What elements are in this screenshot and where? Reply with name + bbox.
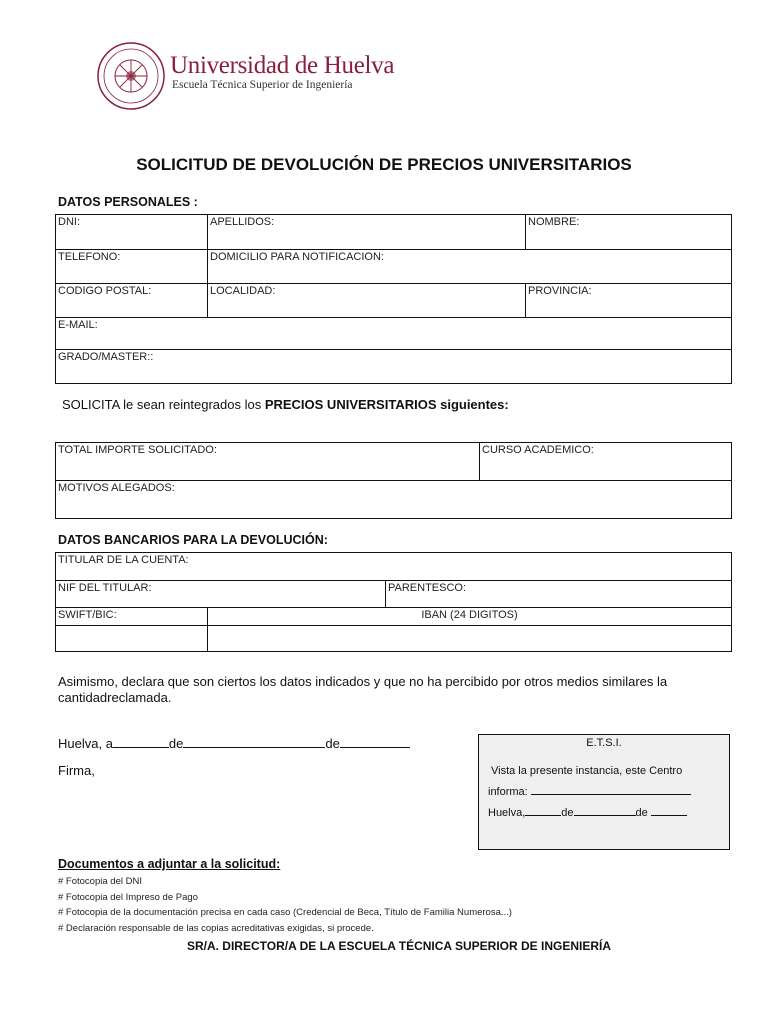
bank-data-table — [55, 552, 732, 652]
swift-input[interactable] — [56, 626, 208, 652]
grado-label: GRADO/MASTER:: — [58, 351, 154, 363]
email-field[interactable] — [56, 318, 732, 350]
de2-label: de — [325, 736, 340, 751]
motivos-field[interactable] — [56, 481, 732, 519]
etsi-title: E.T.S.I. — [586, 737, 622, 749]
localidad-field[interactable] — [208, 284, 526, 318]
document-item: # Declaración responsable de las copias acreditativas exigidas, si procede. — [58, 922, 374, 934]
etsi-informa-line — [488, 784, 691, 798]
domicilio-field[interactable] — [208, 250, 732, 284]
etsi-de2-label: de — [635, 807, 648, 819]
etsi-line1: Vista la presente instancia, este Centro — [491, 765, 683, 777]
month-blank[interactable] — [183, 735, 325, 748]
provincia-label: PROVINCIA: — [528, 285, 592, 297]
parentesco-field[interactable] — [386, 581, 732, 608]
university-name: Universidad de Huelva — [170, 52, 395, 79]
apellidos-field[interactable] — [208, 215, 526, 250]
nombre-field[interactable] — [526, 215, 732, 250]
iban-input[interactable] — [208, 626, 732, 652]
curso-academico-label: CURSO ACADEMICO: — [482, 444, 594, 456]
section-heading-personal: DATOS PERSONALES : — [58, 195, 198, 209]
etsi-date-line — [488, 805, 687, 819]
etsi-huelva-label: Huelva, — [488, 807, 526, 819]
footer-addressee: SR/A. DIRECTOR/A DE LA ESCUELA TÉCNICA SUPERIOR DE INGENIERÍA — [186, 939, 612, 953]
importe-table — [55, 442, 732, 519]
nombre-label: NOMBRE: — [528, 216, 580, 228]
motivos-label: MOTIVOS ALEGADOS: — [58, 482, 175, 494]
iban-header — [208, 608, 732, 626]
etsi-month-blank[interactable] — [574, 805, 636, 816]
solicita-bold: PRECIOS UNIVERSITARIOS siguientes: — [264, 397, 509, 412]
date-line — [58, 735, 410, 751]
etsi-informa-label: informa: — [488, 786, 528, 798]
firma-label: Firma, — [58, 763, 95, 778]
solicita-prefix: SOLICITA le sean reintegrados los — [62, 397, 265, 412]
localidad-label: LOCALIDAD: — [210, 285, 276, 297]
etsi-day-blank[interactable] — [525, 805, 561, 816]
total-importe-field[interactable] — [56, 443, 480, 481]
grado-field[interactable] — [56, 350, 732, 384]
iban-label: IBAN (24 DIGITOS) — [421, 609, 518, 621]
day-blank[interactable] — [113, 735, 169, 748]
codigo-postal-label: CODIGO POSTAL: — [58, 285, 152, 297]
document-item: # Fotocopia del DNI — [58, 876, 142, 887]
document-item: # Fotocopia del Impreso de Pago — [58, 891, 198, 903]
etsi-year-blank[interactable] — [651, 805, 687, 816]
university-seal-icon — [96, 41, 166, 111]
etsi-de1-label: de — [561, 807, 574, 819]
provincia-field[interactable] — [526, 284, 732, 318]
codigo-postal-field[interactable] — [56, 284, 208, 318]
year-blank[interactable] — [340, 735, 410, 748]
dni-field[interactable] — [56, 215, 208, 250]
apellidos-label: APELLIDOS: — [210, 216, 275, 228]
curso-academico-field[interactable] — [480, 443, 732, 481]
telefono-label: TELEFONO: — [58, 251, 121, 263]
de1-label: de — [168, 736, 184, 751]
telefono-field[interactable] — [56, 250, 208, 284]
swift-label: SWIFT/BIC: — [58, 609, 117, 621]
documents-heading: Documentos a adjuntar a la solicitud: — [58, 857, 281, 871]
nif-field[interactable] — [56, 581, 386, 608]
nif-label: NIF DEL TITULAR: — [58, 582, 152, 594]
etsi-informa-blank[interactable] — [531, 784, 691, 795]
solicita-text — [62, 397, 509, 412]
parentesco-label: PARENTESCO: — [388, 582, 467, 594]
swift-header — [56, 608, 208, 626]
document-item: # Fotocopia de la documentación precisa en cada caso (Credencial de Beca, Título de Familia Numerosa...) — [58, 907, 512, 918]
domicilio-label: DOMICILIO PARA NOTIFICACION: — [210, 251, 384, 263]
email-label: E-MAIL: — [58, 319, 98, 331]
page-title: SOLICITUD DE DEVOLUCIÓN DE PRECIOS UNIVERSITARIOS — [136, 155, 632, 174]
titular-label: TITULAR DE LA CUENTA: — [58, 554, 189, 566]
etsi-box — [478, 734, 730, 850]
titular-field[interactable] — [56, 553, 732, 581]
school-name: Escuela Técnica Superior de Ingeniería — [172, 79, 353, 91]
dni-label: DNI: — [58, 216, 80, 228]
section-heading-bancarios: DATOS BANCARIOS PARA LA DEVOLUCIÓN: — [58, 533, 328, 547]
total-importe-label: TOTAL IMPORTE SOLICITADO: — [58, 444, 217, 456]
huelva-a-label: Huelva, a — [58, 736, 113, 751]
documents-list — [58, 874, 512, 936]
declaration-text: Asimismo, declara que son ciertos los datos indicados y que no ha percibido por otros medios similares la cantidadreclamada. — [58, 674, 668, 705]
personal-data-table — [55, 214, 732, 384]
